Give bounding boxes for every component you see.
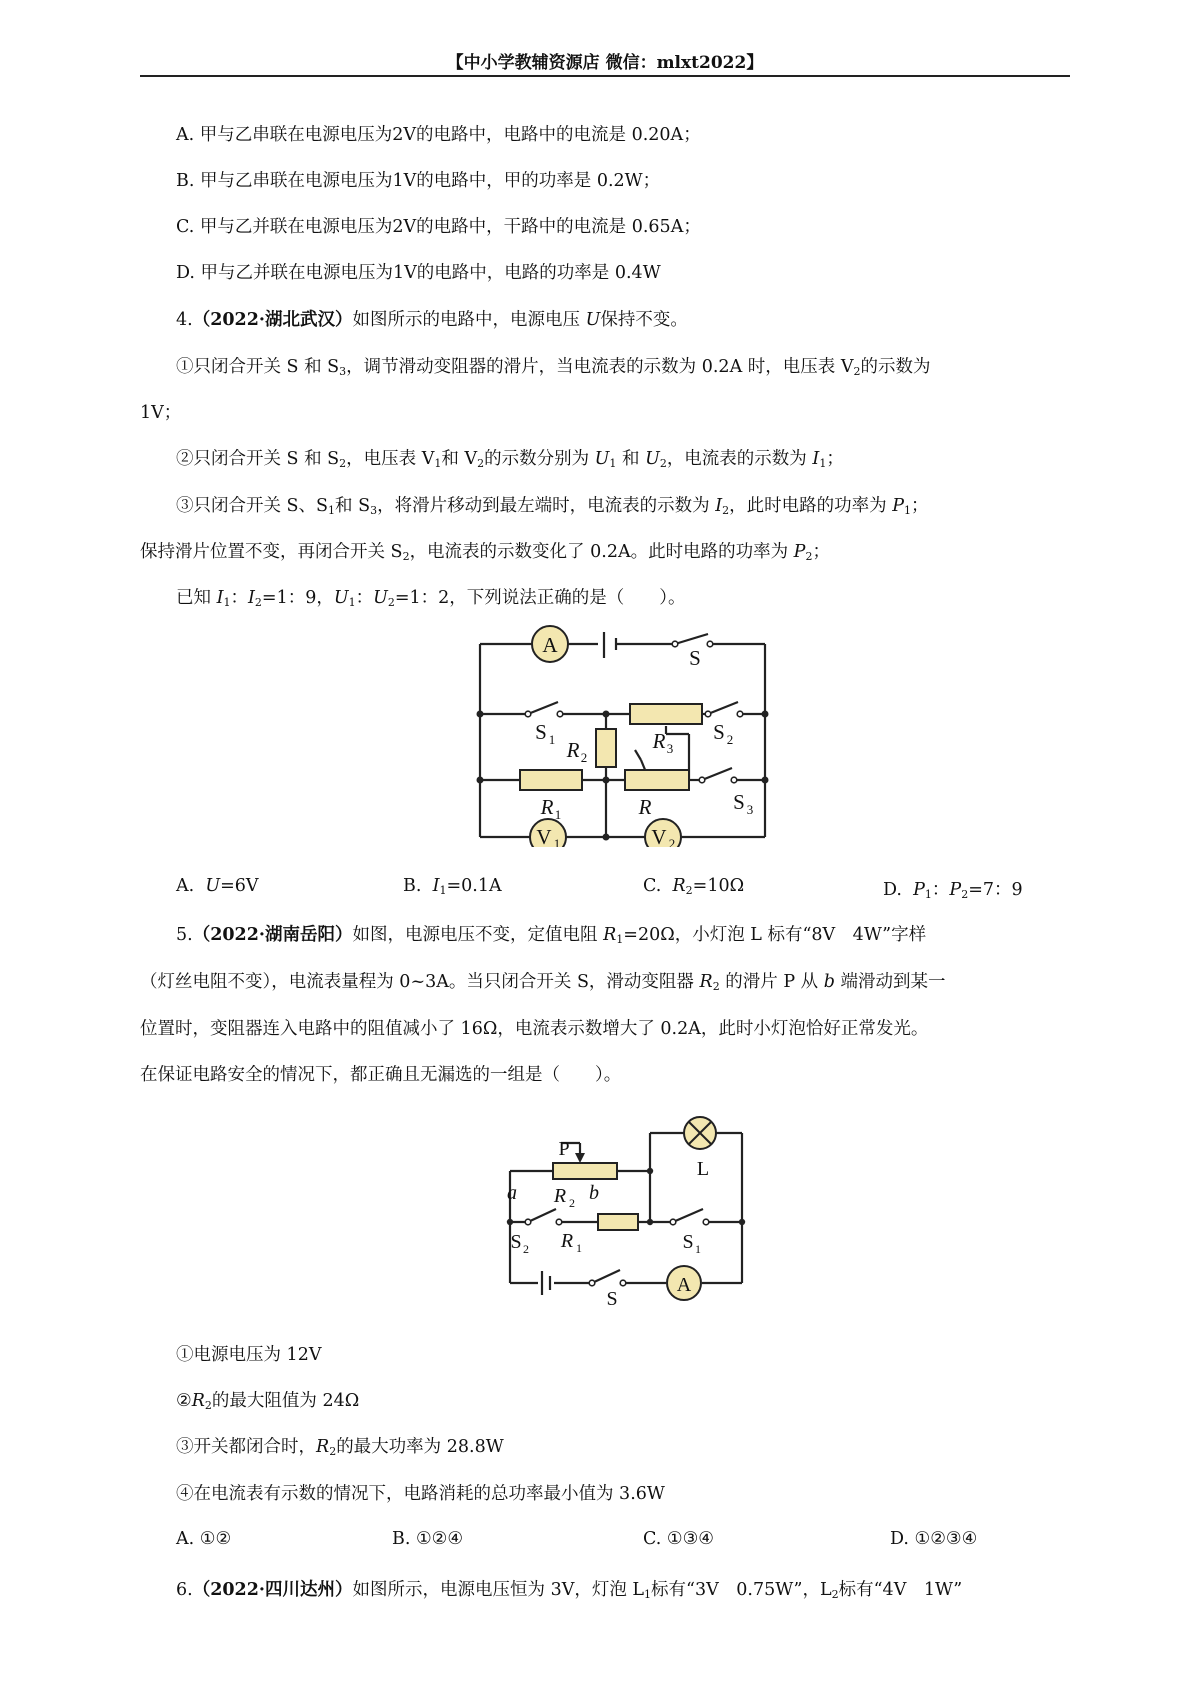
q5-statement-4: ④在电流表有示数的情况下，电路消耗的总功率最小值为 3.6W — [176, 1484, 665, 1504]
q4-r-label: R — [638, 795, 652, 819]
q5-s-label: S — [606, 1288, 618, 1305]
q6-stem: 6.（2022·四川达州）如图所示，电源电压恒为 3V，灯泡 $L_1$标有“3V 0.75W”，$L_2$标有“4V 1W” — [176, 1580, 963, 1601]
svg-text:1: 1 — [695, 1242, 701, 1256]
q4-circuit-diagram — [470, 622, 790, 847]
q5-statement-1: ①电源电压为 12V — [176, 1345, 322, 1365]
q5-stem-line-2: （灯丝电阻不变），电流表量程为 0~3A。当只闭合开关 S，滑动变阻器 $R_2$ 的滑片 P 从 b 端滑动到某一 — [140, 972, 946, 993]
q5-stem-line-1: 5.（2022·湖南岳阳）如图，电源电压不变，定值电阻 $R_1=20\Omega$，小灯泡 L 标有“8V 4W”字样 — [176, 925, 927, 946]
q5-b-label: b — [589, 1182, 599, 1204]
q4-known: 已知 $I_1$：$I_2=1$：9，$U_1$：$U_2=1$：2，下列说法正确的是（ ）。 — [176, 588, 686, 609]
q5-r2-label: R — [553, 1185, 567, 1207]
svg-text:2: 2 — [726, 732, 734, 747]
q5-s1-label: S — [682, 1231, 694, 1253]
q5-circuit-diagram — [498, 1105, 770, 1305]
q5-a-label: a — [507, 1182, 517, 1204]
svg-text:2: 2 — [523, 1242, 529, 1256]
svg-text:2: 2 — [569, 1196, 575, 1210]
q4-option-a: A. U=6V — [176, 876, 259, 896]
q5-stem-line-4: 在保证电路安全的情况下，都正确且无漏选的一组是（ ）。 — [140, 1065, 622, 1085]
q4-option-b: B. $I_1=0.1A$ — [403, 876, 502, 897]
q5-s2-label: S — [510, 1231, 522, 1253]
q5-statement-3: ③开关都闭合时，$R_2$的最大功率为 28.8W — [176, 1437, 504, 1458]
svg-text:3: 3 — [746, 802, 754, 817]
q3-option-d: D. 甲与乙并联在电源电压为1V的电路中，电路的功率是 0.4W — [176, 263, 661, 283]
q4-r3-label: R — [652, 729, 666, 753]
q5-l-label: L — [696, 1158, 710, 1180]
q5-option-d: D. ①②③④ — [890, 1529, 978, 1549]
svg-text:1: 1 — [548, 732, 556, 747]
q3-option-b: B. 甲与乙串联在电源电压为1V的电路中，甲的功率是 0.2W； — [176, 171, 661, 191]
q4-r1-label: R — [540, 795, 554, 819]
q3-option-c: C. 甲与乙并联在电源电压为2V的电路中，干路中的电流是 0.65A； — [176, 217, 701, 237]
svg-text:2: 2 — [668, 836, 676, 847]
q5-option-a: A. ①② — [176, 1529, 232, 1549]
svg-text:1: 1 — [576, 1241, 582, 1255]
q4-s3-label: S — [733, 790, 745, 814]
q4-condition-1: ①只闭合开关 S 和 $S_3$，调节滑动变阻器的滑片，当电流表的示数为 0.2A 时，电压表 $V_2$的示数为 — [176, 357, 931, 378]
q4-v2-label: V — [651, 825, 667, 847]
q4-r2-label: R — [566, 738, 580, 762]
q4-condition-1-cont: 1V； — [140, 403, 182, 423]
q4-v1-label: V — [536, 825, 552, 847]
q4-switch-s-label: S — [689, 646, 701, 670]
q5-ammeter-label: A — [676, 1274, 692, 1296]
svg-text:3: 3 — [666, 741, 674, 756]
q5-option-b: B. ①②④ — [392, 1529, 464, 1549]
q4-option-c: C. $R_2=10\Omega$ — [643, 876, 745, 897]
q3-option-a: A. 甲与乙串联在电源电压为2V的电路中，电路中的电流是 0.20A； — [176, 125, 701, 145]
q4-s2-label: S — [713, 720, 725, 744]
q5-p-label: P — [558, 1138, 570, 1160]
page-header: 【中小学教辅资源店 微信：mlxt2022】 — [446, 53, 764, 73]
svg-text:2: 2 — [580, 750, 588, 765]
q4-condition-3: ③只闭合开关 S、$S_1$和 $S_3$，将滑片移动到最左端时，电流表的示数为 $I_2$，此时电路的功率为 $P_1$； — [176, 496, 929, 517]
header-divider — [140, 75, 1070, 77]
q5-option-c: C. ①③④ — [643, 1529, 714, 1549]
svg-text:1: 1 — [554, 807, 562, 822]
q4-ammeter-label: A — [542, 633, 558, 657]
svg-text:1: 1 — [553, 836, 561, 847]
q4-stem: 4.（2022·湖北武汉）如图所示的电路中，电源电压 U保持不变。 — [176, 310, 688, 330]
q4-s1-label: S — [535, 720, 547, 744]
q5-statement-2: $②R_2$的最大阻值为 24Ω — [176, 1391, 360, 1412]
q4-option-d: D. $P_1$：$P_2=7$：9 — [883, 880, 1023, 901]
q5-r1-label: R — [560, 1230, 574, 1252]
q4-condition-3-cont: 保持滑片位置不变，再闭合开关 $S_2$，电流表的示数变化了 0.2A。此时电路的功率为 $P_2$； — [140, 542, 830, 563]
q5-stem-line-3: 位置时，变阻器连入电路中的阻值减小了 16Ω，电流表示数增大了 0.2A，此时小灯泡恰好正常发光。 — [140, 1019, 929, 1039]
q4-condition-2: ②只闭合开关 S 和 $S_2$，电压表 $V_1$和 $V_2$的示数分别为 $U_1$ 和 $U_2$，电流表的示数为 $I_1$； — [176, 449, 844, 470]
